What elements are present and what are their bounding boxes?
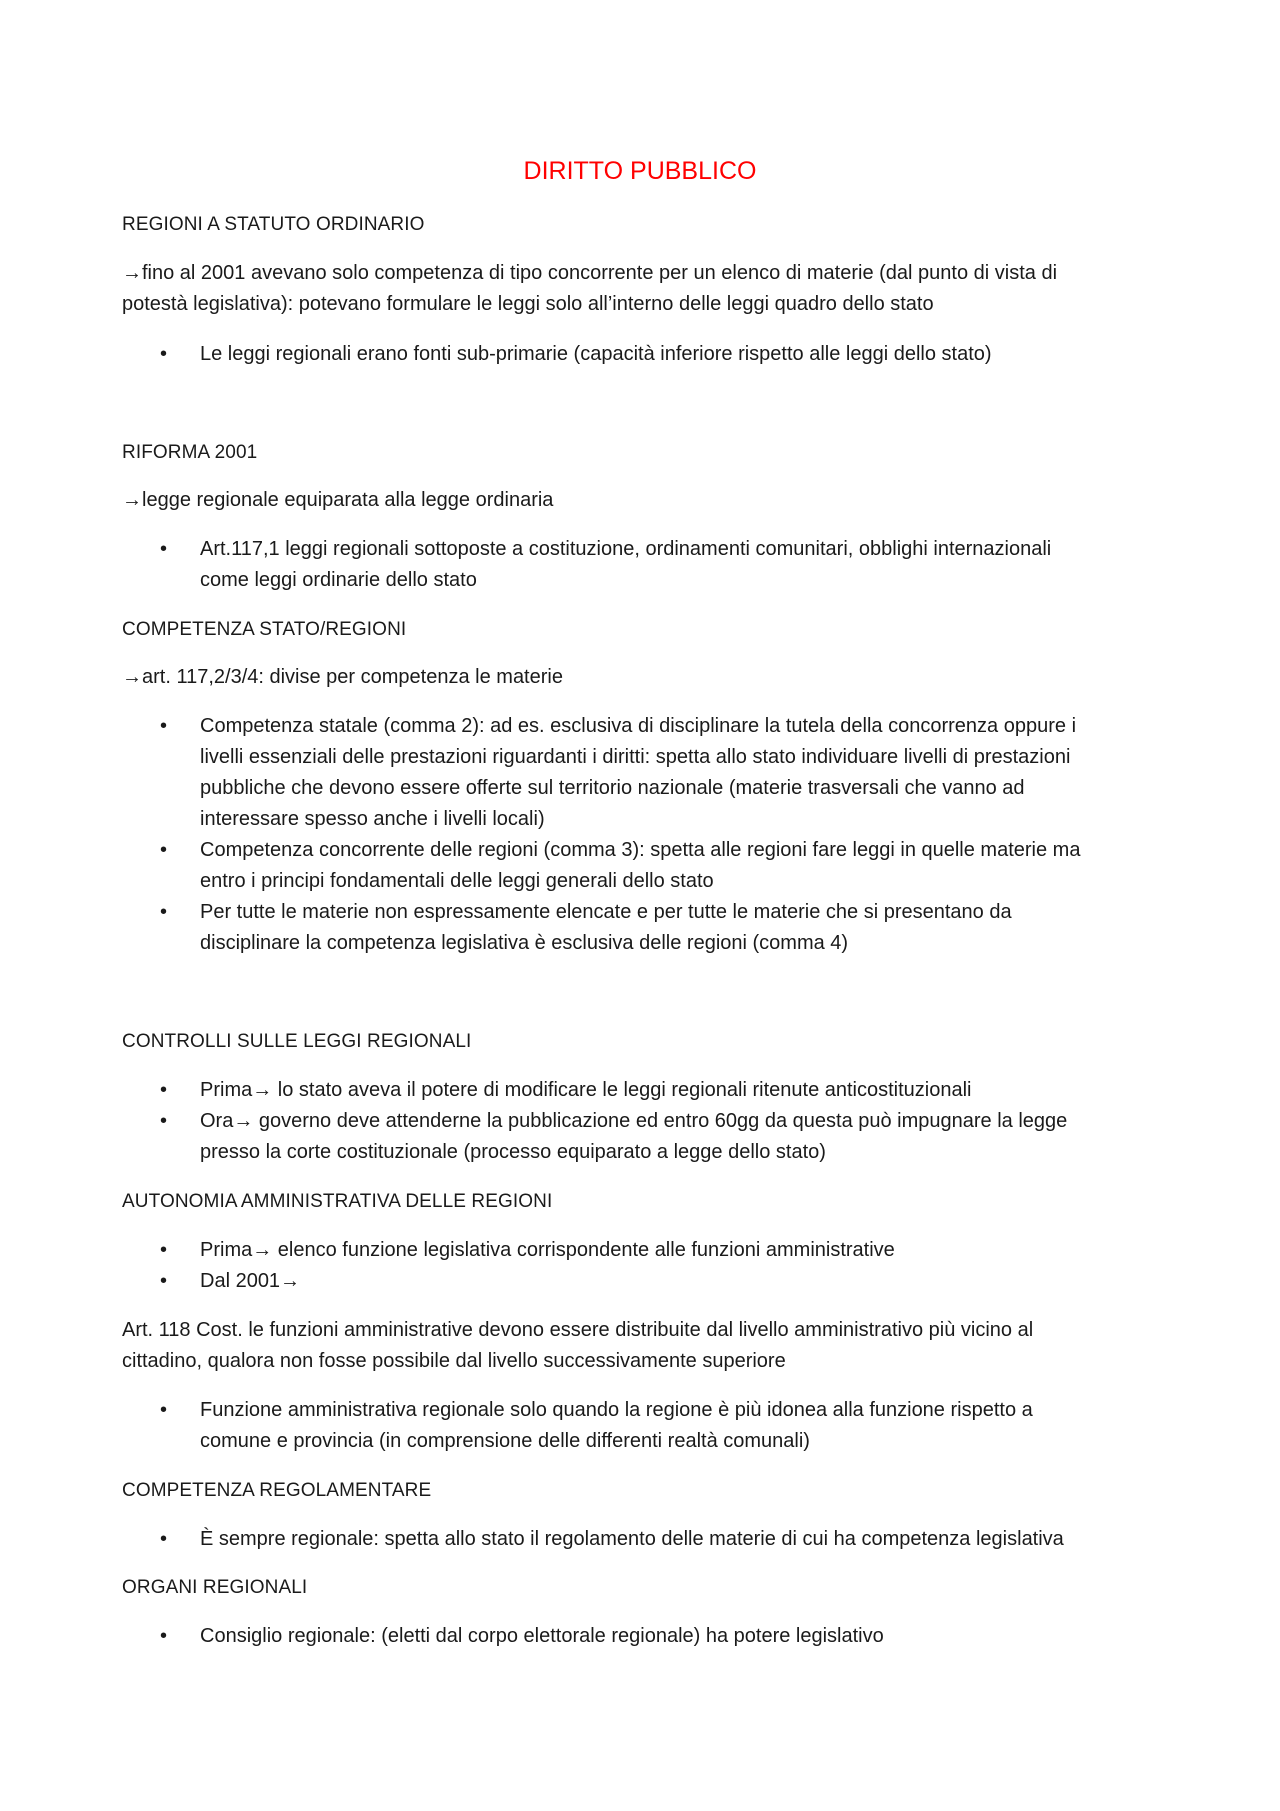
bullet-item-continuation: entro i principi fondamentali delle leggi generali dello stato xyxy=(200,870,714,892)
bullet-item: Art.117,1 leggi regionali sottoposte a costituzione, ordinamenti comunitari, obblighi internazionali xyxy=(200,538,1052,560)
bullet-item: Dal 2001→ xyxy=(200,1270,301,1292)
bullet-item: Prima→ lo stato aveva il potere di modificare le leggi regionali ritenute anticostituzionali xyxy=(200,1079,972,1101)
bullet-marker: • xyxy=(160,1270,168,1292)
bullet-item: Prima→ elenco funzione legislativa corrispondente alle funzioni amministrative xyxy=(200,1239,895,1261)
bullet-marker: • xyxy=(160,715,168,737)
section-heading: COMPETENZA STATO/REGIONI xyxy=(122,619,407,640)
paragraph-line: →fino al 2001 avevano solo competenza di tipo concorrente per un elenco di materie (dal punto di vista di xyxy=(122,262,1058,284)
paragraph-line: cittadino, qualora non fosse possibile dal livello successivamente superiore xyxy=(122,1350,786,1372)
section-heading: AUTONOMIA AMMINISTRATIVA DELLE REGIONI xyxy=(122,1191,553,1212)
bullet-item-continuation: disciplinare la competenza legislativa è esclusiva delle regioni (comma 4) xyxy=(200,932,849,954)
bullet-marker: • xyxy=(160,1110,168,1132)
bullet-item-continuation: comune e provincia (in comprensione delle differenti realtà comunali) xyxy=(200,1430,810,1452)
bullet-item: Funzione amministrativa regionale solo quando la regione è più idonea alla funzione rispetto a xyxy=(200,1399,1033,1421)
bullet-marker: • xyxy=(160,1528,168,1550)
bullet-item-continuation: presso la corte costituzionale (processo equiparato a legge dello stato) xyxy=(200,1141,826,1163)
paragraph-line: →art. 117,2/3/4: divise per competenza le materie xyxy=(122,666,563,688)
bullet-item-continuation: livelli essenziali delle prestazioni riguardanti i diritti: spetta allo stato individuare livelli di prestazioni xyxy=(200,746,1071,768)
bullet-marker: • xyxy=(160,1399,168,1421)
bullet-item: Competenza concorrente delle regioni (comma 3): spetta alle regioni fare leggi in quelle materie ma xyxy=(200,839,1081,861)
bullet-marker: • xyxy=(160,1079,168,1101)
bullet-marker: • xyxy=(160,538,168,560)
section-heading: RIFORMA 2001 xyxy=(122,442,258,463)
section-heading: REGIONI A STATUTO ORDINARIO xyxy=(122,214,425,235)
paragraph-line: →legge regionale equiparata alla legge ordinaria xyxy=(122,489,554,511)
bullet-item: Per tutte le materie non espressamente elencate e per tutte le materie che si presentano da xyxy=(200,901,1012,923)
section-heading: ORGANI REGIONALI xyxy=(122,1577,308,1598)
paragraph-line: Art. 118 Cost. le funzioni amministrative devono essere distribuite dal livello amministrativo più vicino al xyxy=(122,1319,1034,1341)
bullet-marker: • xyxy=(160,343,168,365)
paragraph-line: potestà legislativa): potevano formulare le leggi solo all’interno delle leggi quadro dello stato xyxy=(122,293,934,315)
bullet-marker: • xyxy=(160,1625,168,1647)
bullet-item-continuation: pubbliche che devono essere offerte sul territorio nazionale (materie trasversali che vanno ad xyxy=(200,777,1025,799)
bullet-item: Consiglio regionale: (eletti dal corpo elettorale regionale) ha potere legislativo xyxy=(200,1625,884,1647)
bullet-item-continuation: come leggi ordinarie dello stato xyxy=(200,569,477,591)
bullet-marker: • xyxy=(160,839,168,861)
bullet-item: Ora→ governo deve attenderne la pubblicazione ed entro 60gg da questa può impugnare la legge xyxy=(200,1110,1068,1132)
bullet-item-continuation: interessare spesso anche i livelli locali) xyxy=(200,808,545,830)
section-heading: COMPETENZA REGOLAMENTARE xyxy=(122,1480,432,1501)
document-title: DIRITTO PUBBLICO xyxy=(523,157,757,185)
bullet-item: Le leggi regionali erano fonti sub-primarie (capacità inferiore rispetto alle leggi dello stato) xyxy=(200,343,992,365)
bullet-item: È sempre regionale: spetta allo stato il regolamento delle materie di cui ha competenza legislativa xyxy=(200,1528,1064,1550)
section-heading: CONTROLLI SULLE LEGGI REGIONALI xyxy=(122,1031,472,1052)
bullet-marker: • xyxy=(160,1239,168,1261)
bullet-item: Competenza statale (comma 2): ad es. esclusiva di disciplinare la tutela della concorrenza oppure i xyxy=(200,715,1077,737)
bullet-marker: • xyxy=(160,901,168,923)
